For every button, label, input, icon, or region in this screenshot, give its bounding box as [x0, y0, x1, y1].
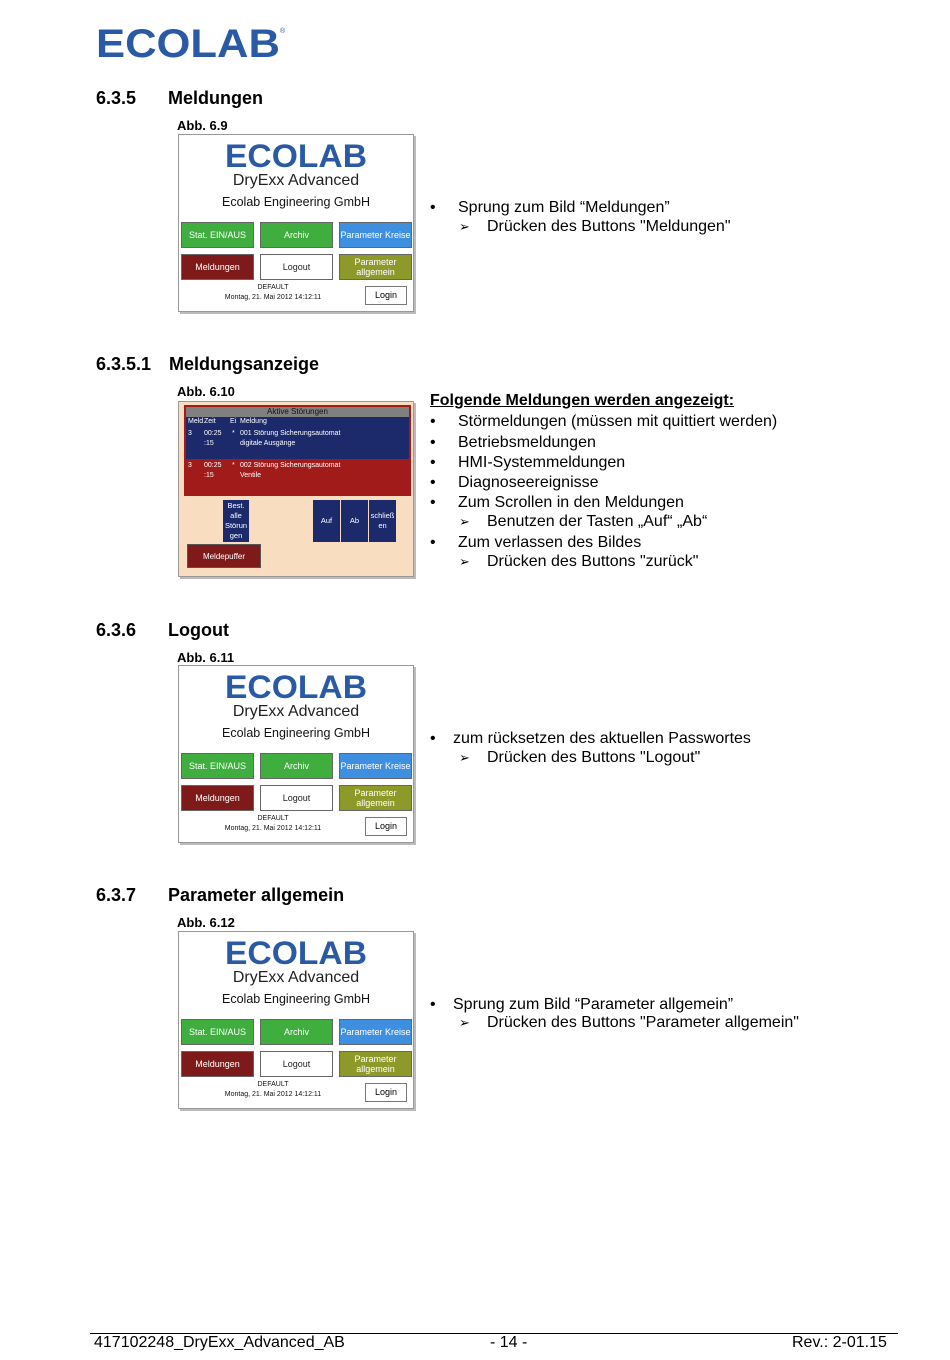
section-title: Parameter allgemein: [168, 885, 345, 905]
section-number: 6.3.6: [96, 620, 137, 640]
date-time: Montag, 21. Mai 2012 14:12:11: [224, 825, 322, 832]
archiv-button[interactable]: Archiv: [260, 753, 333, 779]
message-screen: [178, 401, 414, 577]
logout-button[interactable]: Logout: [260, 785, 333, 811]
list-heading: Folgende Meldungen werden angezeigt:: [430, 392, 735, 409]
footer-revision: Rev.: 2-01.15: [792, 1334, 887, 1351]
company-name: Ecolab Engineering GmbH: [222, 726, 370, 740]
scroll-down-button[interactable]: Ab: [341, 500, 368, 542]
svg-text:ECOLAB: ECOLAB: [225, 140, 367, 170]
parameter-allgemein-button[interactable]: Parameter allgemein: [339, 254, 412, 280]
stat-ein-aus-button[interactable]: Stat. EIN/AUS: [181, 753, 254, 779]
message-buffer-button[interactable]: Meldepuffer: [187, 544, 261, 568]
message-list[interactable]: [184, 405, 411, 496]
archiv-button[interactable]: Archiv: [260, 1019, 333, 1045]
section-title: Logout: [168, 620, 229, 640]
hmi-main-screen: [178, 665, 414, 843]
figure-caption: Abb. 6.12: [177, 915, 235, 930]
stat-ein-aus-button[interactable]: Stat. EIN/AUS: [181, 222, 254, 248]
logout-button[interactable]: Logout: [260, 1051, 333, 1077]
svg-text:ECOLAB: ECOLAB: [225, 937, 367, 967]
app-title: DryExx Advanced: [232, 969, 360, 986]
figure-caption: Abb. 6.9: [177, 118, 228, 133]
hmi-main-screen: [178, 134, 414, 312]
svg-text:ECOLAB: ECOLAB: [96, 24, 280, 62]
login-button[interactable]: Login: [365, 1083, 407, 1102]
user-name: DEFAULT: [257, 1081, 289, 1088]
app-title: DryExx Advanced: [232, 172, 360, 189]
meldungen-button[interactable]: Meldungen: [181, 1051, 254, 1077]
parameter-kreise-button[interactable]: Parameter Kreise: [339, 222, 412, 248]
message-row[interactable]: 3 00:25 :15 * 002 Störung Sicherungsautomat Ventile: [186, 459, 409, 492]
login-button[interactable]: Login: [365, 817, 407, 836]
date-time: Montag, 21. Mai 2012 14:12:11: [224, 1091, 322, 1098]
close-button[interactable]: schließ en: [369, 500, 396, 542]
company-name: Ecolab Engineering GmbH: [222, 992, 370, 1006]
ecolab-logo: [225, 937, 371, 967]
message-list-header: Meld Zeit Ei Meldung: [186, 417, 409, 427]
section-title: Meldungen: [168, 88, 263, 108]
user-name: DEFAULT: [257, 284, 289, 291]
logout-button[interactable]: Logout: [260, 254, 333, 280]
arrow-icon: ➢: [459, 514, 470, 529]
arrow-icon: ➢: [459, 219, 470, 234]
section-number: 6.3.5: [96, 88, 137, 108]
meldungen-button[interactable]: Meldungen: [181, 254, 254, 280]
arrow-icon: ➢: [459, 750, 470, 765]
ecolab-logo: [225, 671, 371, 701]
arrow-icon: ➢: [459, 1015, 470, 1030]
app-title: DryExx Advanced: [232, 703, 360, 720]
parameter-kreise-button[interactable]: Parameter Kreise: [339, 1019, 412, 1045]
meldungen-button[interactable]: Meldungen: [181, 785, 254, 811]
svg-text:®: ®: [280, 28, 286, 35]
stat-ein-aus-button[interactable]: Stat. EIN/AUS: [181, 1019, 254, 1045]
ecolab-logo: [96, 24, 286, 62]
ecolab-logo: [225, 140, 371, 170]
login-button[interactable]: Login: [365, 286, 407, 305]
parameter-allgemein-button[interactable]: Parameter allgemein: [339, 1051, 412, 1077]
user-name: DEFAULT: [257, 815, 289, 822]
hmi-main-screen: [178, 931, 414, 1109]
message-row[interactable]: 3 00:25 :15 * 001 Störung Sicherungsautomat digitale Ausgänge: [186, 427, 409, 459]
section-number: 6.3.7: [96, 885, 137, 905]
acknowledge-all-button[interactable]: Best. alle Störun gen: [224, 501, 248, 540]
section-title: Meldungsanzeige: [169, 354, 320, 374]
figure-caption: Abb. 6.10: [177, 384, 235, 399]
archiv-button[interactable]: Archiv: [260, 222, 333, 248]
footer-doc-id: 417102248_DryExx_Advanced_AB: [94, 1334, 345, 1351]
arrow-icon: ➢: [459, 554, 470, 569]
parameter-allgemein-button[interactable]: Parameter allgemein: [339, 785, 412, 811]
parameter-kreise-button[interactable]: Parameter Kreise: [339, 753, 412, 779]
figure-caption: Abb. 6.11: [177, 650, 235, 665]
footer-page-number: - 14 -: [490, 1334, 528, 1351]
company-name: Ecolab Engineering GmbH: [222, 195, 370, 209]
message-list-title: Aktive Störungen: [186, 407, 409, 417]
date-time: Montag, 21. Mai 2012 14:12:11: [224, 294, 322, 301]
scroll-up-button[interactable]: Auf: [313, 500, 340, 542]
section-number: 6.3.5.1: [96, 354, 152, 374]
svg-text:ECOLAB: ECOLAB: [225, 671, 367, 701]
